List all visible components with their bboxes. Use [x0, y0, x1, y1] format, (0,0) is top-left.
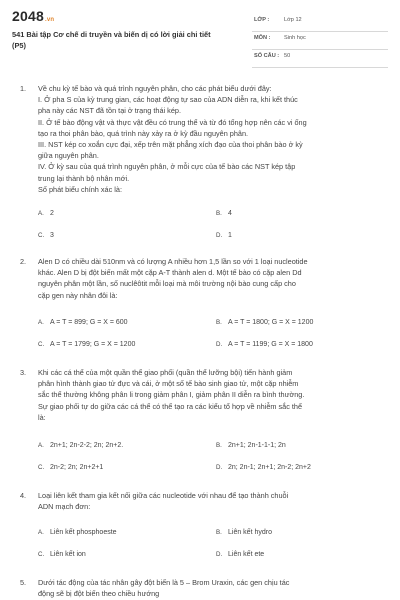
logo-text: 2048	[12, 8, 44, 24]
option-key: A.	[38, 319, 44, 326]
stem-line: II. Ở tế bào động vật và thực vật đều có trung thể và từ đó tổng hợp nên các vi ống	[38, 117, 307, 127]
meta-row-subject	[252, 32, 388, 50]
option-d[interactable]	[216, 462, 311, 473]
question-2	[20, 256, 390, 356]
question-stem	[38, 83, 390, 195]
question-number: 4.	[20, 491, 27, 500]
option-b[interactable]	[216, 527, 272, 538]
option-text: 2n+1; 2n-2-2; 2n; 2n+2.	[50, 442, 124, 449]
stem-line: IV. Ở kỳ sau của quá trình nguyên phân, ở mỗi cực của tế bào các NST kép tập	[38, 162, 296, 172]
option-key: A.	[38, 529, 44, 536]
question-1	[20, 83, 390, 243]
stem-line: pha này các NST đã tồn tại ở trạng thái kép.	[38, 106, 181, 116]
stem-line: Dưới tác động của tác nhân gây đột biến là 5 – Brom Uraxin, các gen chịu tác	[38, 578, 290, 587]
option-text: A = T = 1799; G = X = 1200	[50, 341, 136, 348]
option-d[interactable]	[216, 549, 264, 560]
meta-row-grade	[252, 14, 388, 32]
option-c[interactable]	[38, 339, 135, 350]
option-key: D.	[216, 232, 223, 239]
option-text: 2n+1; 2n-1-1-1; 2n	[228, 442, 286, 449]
meta-label: SỐ CÂU :	[254, 53, 280, 59]
option-key: D.	[216, 341, 223, 348]
stem-line: Số phát biểu chính xác là:	[38, 184, 122, 194]
question-number: 1.	[20, 84, 27, 93]
stem-line: Về chu kỳ tế bào và quá trình nguyên phân, cho các phát biểu dưới đây:	[38, 84, 272, 93]
option-d[interactable]	[216, 230, 232, 241]
stem-line: ADN mạch đơn:	[38, 502, 91, 512]
meta-label: MÔN :	[254, 35, 271, 41]
stem-line: Sự giao phối tự do giữa các cá thể có thể tạo ra các kiểu tổ hợp về nhiễm sắc thể	[38, 401, 303, 411]
question-number: 3.	[20, 368, 27, 377]
option-key: B.	[216, 442, 222, 449]
question-stem	[38, 490, 390, 512]
stem-line: phân hình thành giao tử đực và cái, ở một số tế bào sinh giao tử, một cặp nhiễm	[38, 379, 299, 389]
option-text: 2	[50, 210, 54, 217]
option-key: C.	[38, 232, 45, 239]
stem-line: khác. Alen D bị đột biến mất một cặp A-T thành alen d. Một tế bào có cặp alen Dd	[38, 268, 302, 278]
stem-line: tạo ra thoi phân bào, quá trình này xảy ra ở kỳ đầu nguyên phân.	[38, 128, 249, 138]
option-c[interactable]	[38, 230, 54, 241]
option-text: Liên kết phosphoeste	[50, 529, 117, 536]
question-stem	[38, 367, 390, 423]
stem-line: nguyên phân một lần, số nuclêôtit mỗi loại mà môi trường nội bào cung cấp cho	[38, 279, 296, 289]
question-number: 2.	[20, 257, 27, 266]
option-key: A.	[38, 210, 44, 217]
title-line: 541 Bài tập Cơ chế di truyền và biến dị có lời giải chi tiết	[12, 30, 211, 39]
option-c[interactable]	[38, 549, 86, 560]
option-key: B.	[216, 210, 222, 217]
option-text: A = T = 1199; G = X = 1800	[228, 341, 313, 348]
option-text: 2n; 2n-1; 2n+1; 2n-2; 2n+2	[228, 464, 311, 471]
option-text: A = T = 899; G = X = 600	[50, 319, 128, 326]
option-b[interactable]	[216, 208, 232, 219]
option-a[interactable]	[38, 208, 54, 219]
meta-value: Lớp 12	[284, 17, 302, 23]
question-stem	[38, 577, 390, 599]
logo-suffix: .vn	[44, 17, 55, 23]
option-b[interactable]	[216, 317, 313, 328]
option-a[interactable]	[38, 527, 117, 538]
option-text: Liên kết ete	[228, 551, 265, 558]
meta-label: LỚP :	[254, 17, 270, 23]
stem-line: là:	[38, 412, 46, 422]
stem-line: trung lại thành bộ nhân mới.	[38, 173, 130, 183]
question-stem	[38, 256, 390, 301]
stem-line: III. NST kép co xoắn cực đại, xếp trên mặt phẳng xích đạo của thoi phân bào ở kỳ	[38, 140, 303, 150]
option-text: A = T = 1800; G = X = 1200	[228, 319, 314, 326]
option-key: B.	[216, 319, 222, 326]
option-text: 4	[228, 210, 232, 217]
question-number: 5.	[20, 578, 27, 587]
stem-line: I. Ở pha S của kỳ trung gian, các hoạt động tự sao của ADN diễn ra, khi kết thúc	[38, 95, 298, 105]
option-key: C.	[38, 464, 45, 471]
meta-value: 50	[284, 53, 291, 59]
stem-line: Alen D có chiều dài 510nm và có lượng A nhiều hơn 1,5 lần so với 1 loại nucleotide	[38, 257, 308, 266]
option-key: B.	[216, 529, 222, 536]
question-3	[20, 367, 390, 479]
document-header	[0, 0, 400, 76]
option-a[interactable]	[38, 440, 123, 451]
stem-line: giữa nguyên phân.	[38, 151, 99, 161]
document-title	[12, 29, 222, 51]
question-5	[20, 577, 390, 600]
site-logo[interactable]	[12, 8, 54, 24]
option-text: 3	[50, 232, 54, 239]
title-line: (P5)	[12, 41, 26, 50]
stem-line: cặp gen này nhân đôi là:	[38, 290, 118, 300]
meta-table	[252, 14, 388, 68]
option-text: 1	[228, 232, 232, 239]
option-a[interactable]	[38, 317, 128, 328]
option-text: 2n-2; 2n; 2n+2+1	[50, 464, 104, 471]
meta-value: Sinh học	[284, 35, 306, 41]
option-key: D.	[216, 464, 223, 471]
meta-row-count	[252, 50, 388, 68]
stem-line: động sẽ bị đột biến theo chiều hướng	[38, 589, 160, 599]
option-b[interactable]	[216, 440, 286, 451]
option-d[interactable]	[216, 339, 313, 350]
question-4	[20, 490, 390, 566]
option-key: C.	[38, 551, 45, 558]
option-text: Liên kết ion	[50, 551, 86, 558]
option-key: C.	[38, 341, 45, 348]
stem-line: Loại liên kết tham gia kết nối giữa các nucleotide với nhau để tạo thành chuỗi	[38, 491, 289, 500]
option-c[interactable]	[38, 462, 103, 473]
stem-line: Khi các cá thể của một quần thể giao phối (quần thể lưỡng bội) tiến hành giảm	[38, 368, 293, 377]
option-key: D.	[216, 551, 223, 558]
option-text: Liên kết hydro	[228, 529, 272, 536]
stem-line: sắc thể thường không phân li trong giảm phân I, giảm phân II diễn ra bình thường.	[38, 390, 305, 400]
option-key: A.	[38, 442, 44, 449]
